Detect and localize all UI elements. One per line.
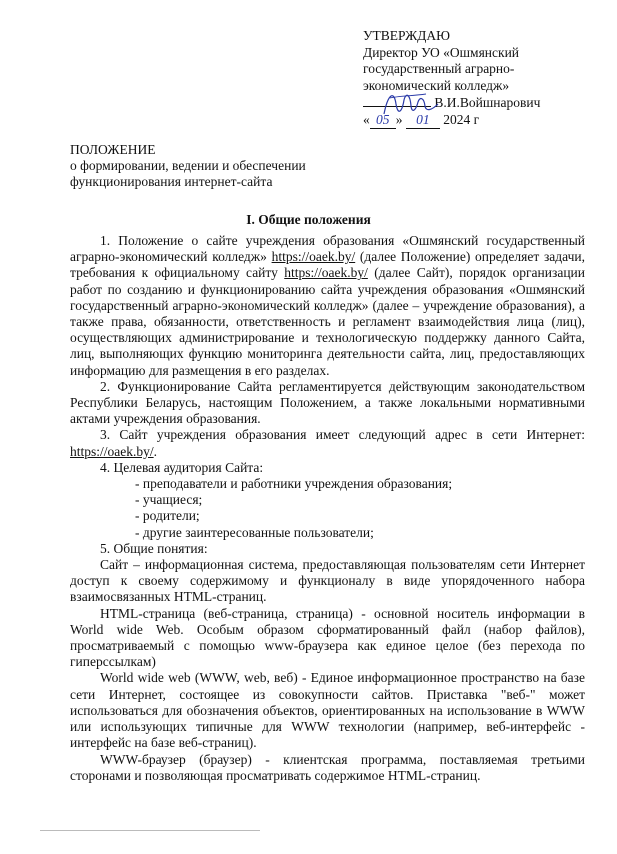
paragraph-2: 2. Функционирование Сайта регламентируется действующим законодательством Республики Беларусь, настоящим Положением, а также локальными нормативными актами учреждения образования. xyxy=(70,378,585,427)
title-line-1: ПОЛОЖЕНИЕ xyxy=(70,142,156,157)
site-link[interactable]: https://oaek.by/ xyxy=(70,443,154,459)
paragraph-1-text-end: (далее Сайт), порядок организации работ по созданию и функционированию сайта учреждения образования «Ошмянский государственный аграрно-экономический колледж» (далее – учреждение образования), а также права, обязанности, ответственность и регламент взаимодействия лица (лиц), осуществляющих администрирование и технологическую поддержку данного Сайта, лиц, выполняющих функцию мониторинга деятельности сайта, лиц, предоставляющих информацию для размещения в его разделах. xyxy=(70,265,585,378)
paragraph-4: 4. Целевая аудитория Сайта: xyxy=(100,459,264,475)
document-body xyxy=(70,233,585,784)
definition-html-page: HTML-страница (веб-страница, страница) - основной носитель информации в World wide Web. Особым образом сформатированный файл (набор файлов), просматриваемый с помощью www-браузера как единое целое (без перехода по гиперссылкам) xyxy=(70,605,585,670)
definition-browser: WWW-браузер (браузер) - клиентская программа, поставляемая третьими сторонами и позволяющая просматривать содержимое HTML-страниц. xyxy=(70,751,585,783)
handwritten-signature xyxy=(378,84,448,124)
page-bottom-divider xyxy=(40,830,260,831)
definition-www: World wide web (WWW, web, веб) - Единое информационное пространство на базе сети Интернет, состоящее из совокупности сайтов. Приставка "веб-" может использоваться для обозначения объектов, ориентированных на использование в WWW или использующих типичные для WWW технологии (например, веб-интерфейс - интерфейс на базе веб-страниц). xyxy=(70,670,585,751)
approval-line-3: экономический колледж» xyxy=(363,77,510,93)
date-open-quote: « xyxy=(363,111,370,127)
date-year: 2024 г xyxy=(443,111,480,127)
approval-heading: УТВЕРЖДАЮ xyxy=(363,28,451,43)
date-month: 01 xyxy=(406,112,440,130)
audience-item: - преподаватели и работники учреждения образования; xyxy=(135,476,453,492)
approval-signer: В.И.Войшнарович xyxy=(434,95,541,110)
document-title xyxy=(70,142,306,190)
date-day: 05 xyxy=(370,112,396,130)
paragraph-3-text-end: . xyxy=(153,443,157,459)
approval-line-1: Директор УО «Ошмянский xyxy=(363,44,520,60)
paragraph-3-text-start: 3. Сайт учреждения образования имеет следующий адрес в сети Интернет: xyxy=(100,427,585,443)
audience-item: - родители; xyxy=(135,508,200,524)
paragraph-1-text-start: 1. Положение о сайте учреждения образования «Ошмянский государственный аграрно-экономический колледж» xyxy=(70,233,585,265)
section-heading: I. Общие положения xyxy=(246,212,371,227)
title-line-3: функционирования интернет-сайта xyxy=(70,174,273,189)
definition-site: Сайт – информационная система, предоставляющая пользователям сети Интернет доступ к своему содержимому и функционалу в виде упорядоченного набора взаимосвязанных HTML-страниц. xyxy=(70,557,585,605)
paragraph-1 xyxy=(70,233,585,379)
audience-item: - другие заинтересованные пользователи; xyxy=(135,524,374,540)
audience-item: - учащиеся; xyxy=(135,492,203,508)
paragraph-3 xyxy=(70,427,585,459)
site-link[interactable]: https://oaek.by/ xyxy=(271,249,356,265)
date-close-quote: » xyxy=(395,111,403,127)
title-line-2: о формировании, ведении и обеспечении xyxy=(70,158,306,173)
approval-line-2: государственный аграрно- xyxy=(363,61,515,76)
paragraph-5: 5. Общие понятия: xyxy=(100,540,208,556)
site-link[interactable]: https://oaek.by/ xyxy=(284,265,368,281)
paragraph-1-text-mid: (далее Положение) определяет задачи, требования к официальному сайту xyxy=(70,249,585,281)
